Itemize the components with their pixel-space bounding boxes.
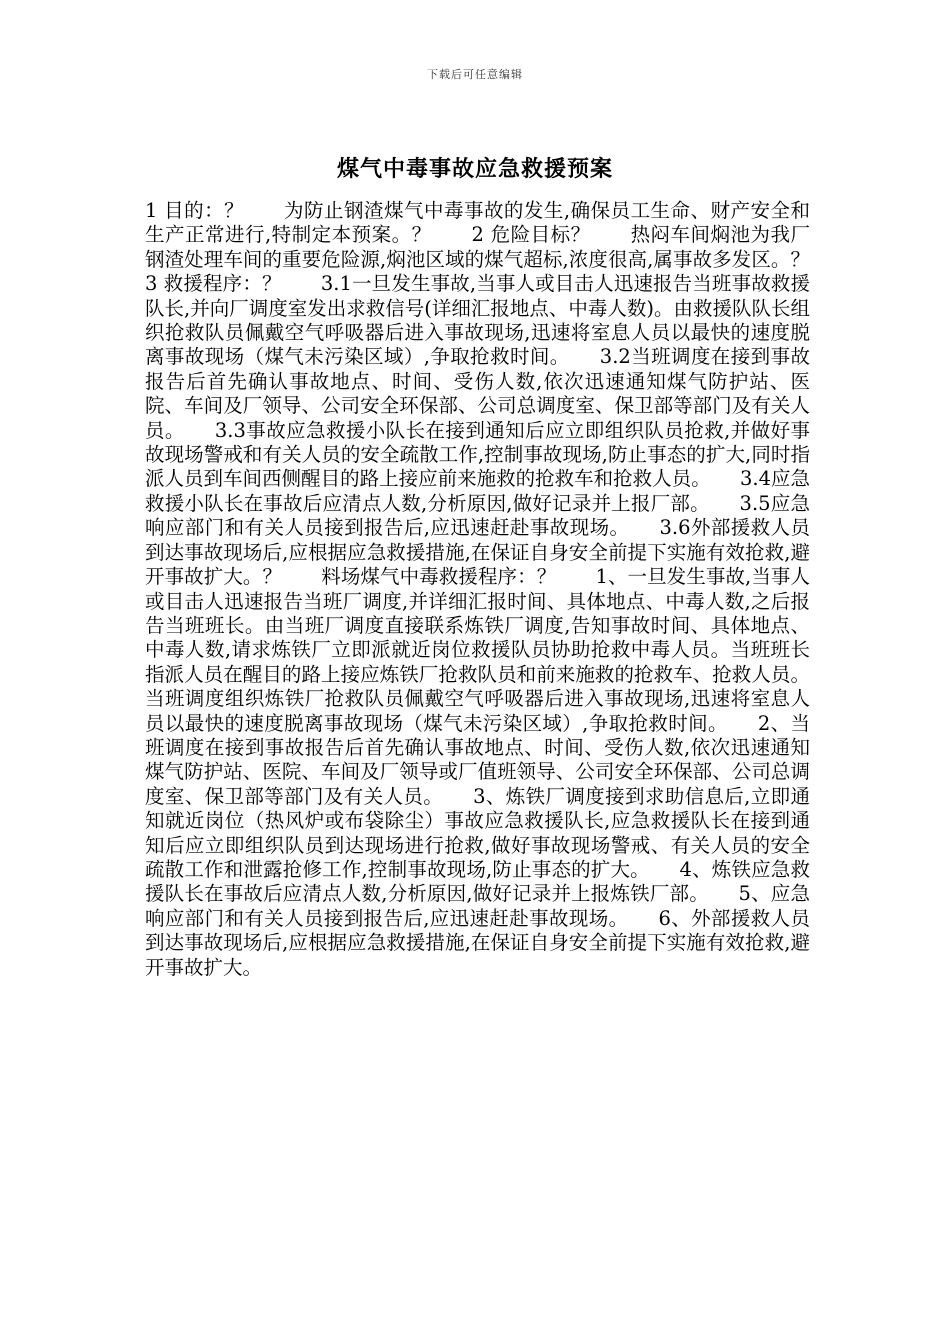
document-title: 煤气中毒事故应急救援预案 xyxy=(336,157,613,182)
body-paragraph: 1 目的：？ 为防止钢渣煤气中毒事故的发生,确保员工生命、财产安全和生产正常进行,特制定本预案。？ 2 危险目标？ 热闷车间焖池为我厂钢渣处理车间的重要危险源,焖池区域的煤气超标,浓度很高,属事故多发区。？ 3 救援程序：？ 3.1一旦发生事故,当事人或目击人迅速报告当班事故救援队长,并向厂调度室发出求救信号(详细汇报地点、中毒人数)。由救援队队长组织抢救队员佩戴空气呼吸器后进入事故现场,迅速将室息人员以最快的速度脱离事故现场（煤气未污染区域）,争取抢救时间。 3.2当班调度在接到事故报告后首先确认事故地点、时间、受伤人数,依次迅速通知煤气防护站、医院、车间及厂领导、公司安全环保部、公司总调度室、保卫部等部门及有关人员。 3.3事故应急救援小队长在接到通知后应立即组织队员抢救,并做好事故现场警戒和有关人员的安全疏散工作,控制事故现场,防止事态的扩大,同时指派人员到车间西侧醒目的路上接应前来施救的抢救车和抢救人员。 3.4应急救援小队长在事故后应清点人数,分析原因,做好记录并上报厂部。 3.5应急响应部门和有关人员接到报告后,应迅速赶赴事故现场。 3.6外部援救人员到达事故现场后,应根据应急救援措施,在保证自身安全前提下实施有效抢救,避开事故扩大。？ 料场煤气中毒救援程序：？ 1、一旦发生事故,当事人或目击人迅速报告当班厂调度,并详细汇报时间、具体地点、中毒人数,之后报告当班班长。由当班厂调度直接联系炼铁厂调度,告知事故时间、具体地点、中毒人数,请求炼铁厂立即派就近岗位救援队员协助抢救中毒人员。当班班长指派人员在醒目的路上接应炼铁厂抢救队员和前来施救的抢救车、抢救人员。当班调度组织炼铁厂抢救队员佩戴空气呼吸器后进入事故现场,迅速将室息人员以最快的速度脱离事故现场（煤气未污染区域）,争取抢救时间。 2、当班调度在接到事故报告后首先确认事故地点、时间、受伤人数,依次迅速通知煤气防护站、医院、车间及厂领导或厂值班领导、公司安全环保部、公司总调度室、保卫部等部门及有关人员。 3、炼铁厂调度接到求助信息后,立即通知就近岗位（热风炉或布袋除尘）事故应急救援队长,应急救援队长在接到通知后应立即组织队员到达现场进行抢救,做好事故现场警戒、有关人员的安全疏散工作和泄露抢修工作,控制事故现场,防止事态的扩大。 4、炼铁应急救援队长在事故后应清点人数,分析原因,做好记录并上报炼铁厂部。 5、应急响应部门和有关人员接到报告后,应迅速赶赴事故现场。 6、外部援救人员到达事故现场后,应根据应急救援措施,在保证自身安全前提下实施有效抢救,避开事故扩大。 xyxy=(145,199,850,979)
header-note: 下载后可任意编辑 xyxy=(427,68,523,81)
